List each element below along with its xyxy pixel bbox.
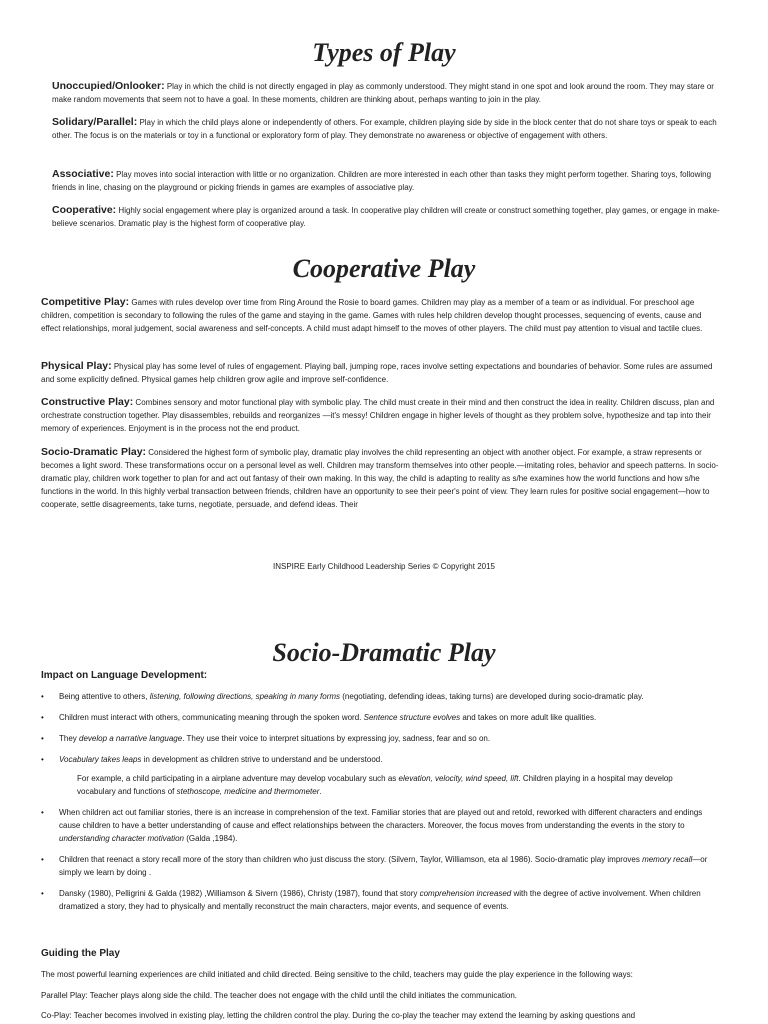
text-constructive: Combines sensory and motor functional play with symbolic play. The child must create in their mind and then construct the idea in reality. Children discuss, plan and orchestrate construction together. Play disassembles, rebuilds and reorganizes —it's messy! Children engage in higher levels of thought as they problem solve, hypothesize and tap into their memory of experiences. Enjoyment is in the process not the end product. [41,398,715,433]
list-item: • Vocabulary takes leaps in development as children strive to understand and be understood. [41,755,383,764]
text-cooperative: Highly social engagement where play is organized around a task. In cooperative play children will create or construct something together, play games, or engage in make-believe scenarios. Dramatic play is the highest form of cooperative play. [52,206,720,228]
paragraph-associative [52,168,724,194]
text-physical: Physical play has some level of rules of engagement. Playing ball, jumping rope, races involve setting expectations and boundaries of behavior. Some rules are assumed and some explicitly defined. Physical games help children grow agile and improve self-confidence. [41,362,713,384]
bullet-icon: • [41,889,44,898]
copyright-footer: INSPIRE Early Childhood Leadership Series © Copyright 2015 [272,562,495,571]
bullet-icon: • [41,713,44,722]
language-development-heading: Impact on Language Development: [41,670,208,681]
bullet-icon: • [41,808,44,817]
language-bullets-list [41,690,713,766]
paragraph-physical [41,360,721,386]
paragraph-unoccupied [52,80,724,106]
list-item: • Children must interact with others, communicating meaning through the spoken word. Sentence structure evolves and takes on more adult like qualities. [41,713,597,722]
cooperative-play-title: Cooperative Play [292,254,476,283]
term-physical: Physical Play: [41,360,112,372]
guiding-intro: The most powerful learning experiences are child initiated and child directed. Being sensitive to the child, teachers may guide the play experience in the following ways: [41,970,633,979]
text-solidary: Play in which the child plays alone or independently of others. For example, children playing side by side in the block center that do not share toys or speak to each other. The focus is on the materials or toy in a functional or exploratory form of play. They demonstrate no awareness or objective of engagement with others. [52,118,717,140]
paragraph-cooperative [52,204,724,230]
term-solidary: Solidary/Parallel: [52,116,138,128]
text-socio-dramatic: Considered the highest form of symbolic play, dramatic play involves the child representing an object with another object. For example, a straw represents or becomes a light sword. These transformations occur on a personal level as well. Children may transform themselves into other people.—imitating roles, behavior and speech patterns. In socio-dramatic play, children work together to plan for and act out fantasy of their own making. In this way, the child is adapting to reality as s/he examines how the world functions and how s/he functions in the world. In this highly verbal transaction between friends, children have an opportunity to see their peer's point of view. They learn rules for positive social engagement—how to cooperate, settle disagreements, take turns, negotiate, persuade, and defend ideas. Their [41,448,719,509]
paragraph-constructive [41,396,721,435]
term-socio-dramatic: Socio-Dramatic Play: [41,446,147,458]
bullet-icon: • [41,855,44,864]
bullet-icon: • [41,734,44,743]
bullet-icon: • [41,692,44,701]
guiding-play-heading: Guiding the Play [41,948,120,959]
story-bullets-list [41,806,713,913]
list-item: • They develop a narrative language. They use their voice to interpret situations by expressing joy, sadness, fear and so on. [41,734,491,743]
list-item: • Dansky (1980), Pelligrini & Galda (1982) ,Williamson & Sivern (1986), Christy (1987), found that story comprehension increased with the degree of active involvement. When children dramatized a story, they had to physically and mentally reconstruct the main characters, major events, and sequence of events. [41,889,701,911]
text-competitive: Games with rules develop over time from Ring Around the Rosie to board games. Children may play as a member of a team or as individual. For preschool age children, competition is secondary to following the rules of the game and staying in the game. Games with rules help children develop thought processes, sequencing of events, cause and effect relationships, moral judgement, social awareness and self-concepts. A child must adapt himself to the moves of other players. The child must pay attention to visual and tactile clues. [41,298,703,333]
paragraph-socio-dramatic [41,446,721,511]
term-unoccupied: Unoccupied/Onlooker: [52,80,165,92]
text-unoccupied: Play in which the child is not directly engaged in play as commonly understood. They might stand in one spot and look around the room. They may stare or make random movements that seem not to have a goal. In these moments, children are thinking about, perhaps wanting to join in the play. [52,82,714,104]
list-item: • Children that reenact a story recall more of the story than children who just discuss the story. (Silvern, Taylor, Williamson, eta al 1986). Socio-dramatic play improves memory recall—or simply we learn by doing . [41,855,708,877]
bullet-icon: • [41,755,44,764]
term-cooperative: Cooperative: [52,204,117,216]
vocabulary-example: For example, a child participating in a airplane adventure may develop vocabulary such as elevation, velocity, wind speed, lift. Children playing in a hospital may develop vocabulary and functions of stethoscope, medicine and thermometer. [77,774,673,796]
term-constructive: Constructive Play: [41,396,134,408]
text-associative: Play moves into social interaction with little or no organization. Children are more interested in each other than tasks they might perform together. Sharing toys, following friends in line, chasing on the playground or picking friends in games are examples of associative play. [52,170,712,192]
socio-dramatic-play-title: Socio-Dramatic Play [272,638,496,667]
list-item: • When children act out familiar stories, there is an increase in comprehension of the text. Familiar stories that are played out and retold, reworked with different characters and endings cause children to have a better understanding of cause and effect relationships between the characters. Moreover, the focus moves from understanding the events in the story to understanding character motivation (Galda ,1984). [41,808,703,843]
paragraph-solidary [52,116,724,142]
term-associative: Associative: [52,168,114,180]
term-competitive: Competitive Play: [41,296,130,308]
guiding-parallel-play: Parallel Play: Teacher plays along side the child. The teacher does not engage with the child until the child initiates the communication. [41,991,517,1000]
types-of-play-title: Types of Play [312,38,456,67]
guiding-co-play: Co-Play: Teacher becomes involved in existing play, letting the children control the play. During the co-play the teacher may extend the learning by asking questions and [41,1011,636,1020]
paragraph-competitive [41,296,721,335]
list-item: • Being attentive to others, listening, following directions, speaking in many forms (negotiating, defending ideas, taking turns) are developed during socio-dramatic play. [41,692,644,701]
